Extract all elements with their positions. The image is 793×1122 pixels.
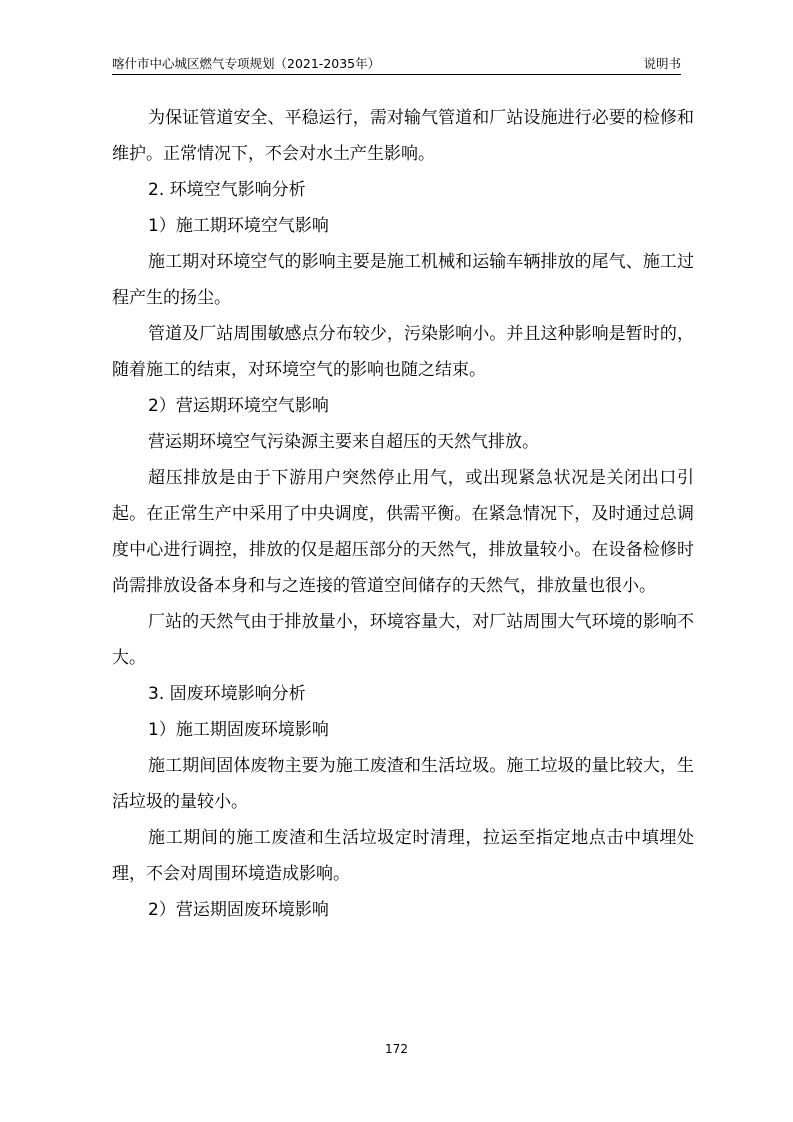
section-heading: 3. 固废环境影响分析 xyxy=(148,684,306,704)
page-header xyxy=(112,50,681,75)
header-title: 喀什市中心城区燃气专项规划（2021-2035年） xyxy=(112,56,381,71)
subsection-heading: 1）施工期固废环境影响 xyxy=(148,720,329,740)
page-number: 172 xyxy=(385,1042,408,1056)
section-heading: 2. 环境空气影响分析 xyxy=(148,180,306,200)
paragraph: 管道及厂站周围敏感点分布较少，污染影响小。并且这种影响是暂时的，随着施工的结束，对环境空气的影响也随之结束。 xyxy=(112,324,694,380)
paragraph: 营运期环境空气污染源主要来自超压的天然气排放。 xyxy=(148,432,539,452)
paragraph: 施工期对环境空气的影响主要是施工机械和运输车辆排放的尾气、施工过程产生的扬尘。 xyxy=(112,252,694,308)
subsection-heading: 1）施工期环境空气影响 xyxy=(148,216,329,236)
subsection-heading: 2）营运期环境空气影响 xyxy=(148,396,329,416)
header-section: 说明书 xyxy=(643,56,681,71)
paragraph: 为保证管道安全、平稳运行，需对输气管道和厂站设施进行必要的检修和维护。正常情况下，不会对水土产生影响。 xyxy=(112,108,694,164)
paragraph: 厂站的天然气由于排放量小，环境容量大，对厂站周围大气环境的影响不大。 xyxy=(112,612,694,668)
body-text xyxy=(112,100,694,928)
paragraph: 施工期间的施工废渣和生活垃圾定时清理，拉运至指定地点击中填埋处理，不会对周围环境造成影响。 xyxy=(112,828,694,884)
subsection-heading: 2）营运期固废环境影响 xyxy=(148,900,329,920)
paragraph: 超压排放是由于下游用户突然停止用气，或出现紧急状况是关闭出口引起。在正常生产中采用了中央调度，供需平衡。在紧急情况下，及时通过总调度中心进行调控，排放的仅是超压部分的天然气，排放量较小。在设备检修时尚需排放设备本身和与之连接的管道空间储存的天然气，排放量也很小。 xyxy=(112,468,694,596)
paragraph: 施工期间固体废物主要为施工废渣和生活垃圾。施工垃圾的量比较大，生活垃圾的量较小。 xyxy=(112,756,694,812)
